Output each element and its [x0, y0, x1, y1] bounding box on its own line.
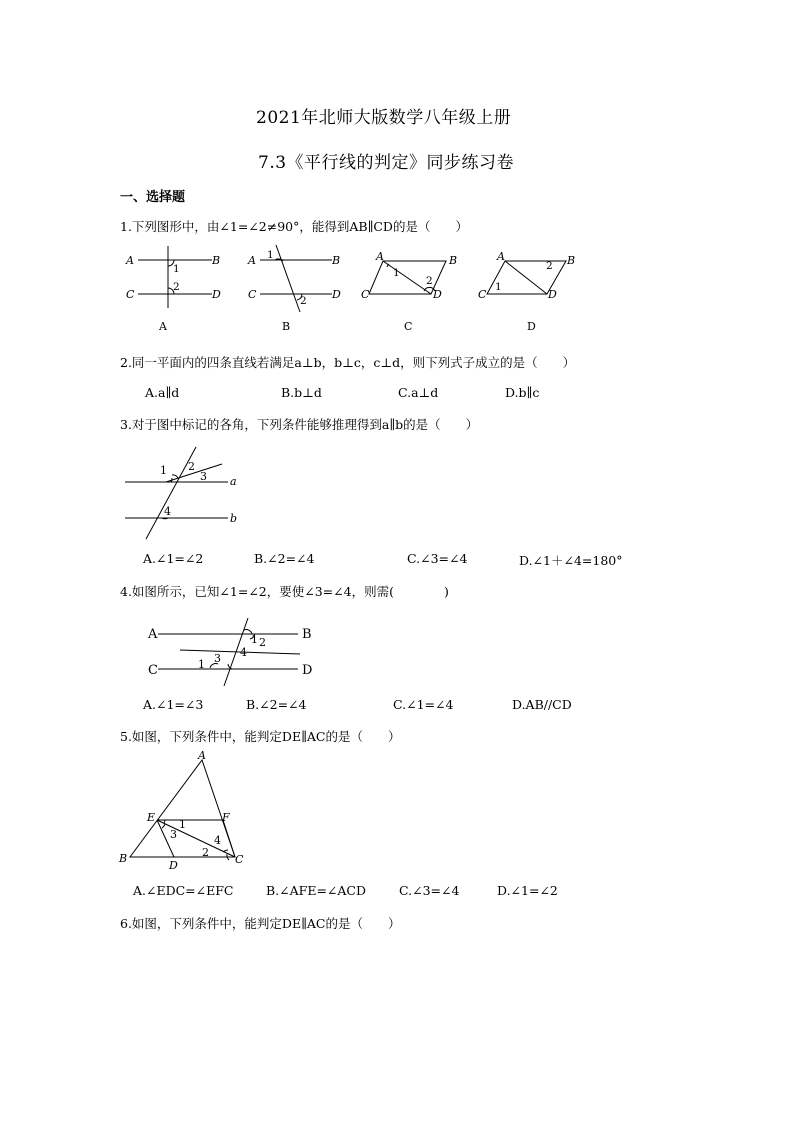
fig5-angle-3: 3	[170, 828, 177, 841]
fig-c-label-d: D	[433, 288, 442, 301]
question-2-option-b[interactable]: B.b⊥d	[281, 385, 322, 400]
question-4-option-a[interactable]: A.∠1=∠3	[143, 697, 204, 712]
fig4-angle-4: 4	[240, 646, 247, 659]
question-3-option-c[interactable]: C.∠3=∠4	[407, 551, 468, 566]
fig-d-angle-2: 2	[546, 260, 553, 272]
fig5-label-a: A	[198, 749, 206, 762]
fig3-angle-4: 4	[164, 505, 171, 518]
fig3-line-a: a	[230, 475, 237, 488]
fig-caption-c: C	[404, 320, 413, 333]
fig5-angle-2: 2	[202, 846, 209, 859]
fig4-label-a: A	[148, 627, 158, 642]
question-5-figure	[118, 750, 248, 870]
fig-caption-a: A	[159, 320, 167, 333]
section-heading: 一、选择题	[120, 190, 186, 205]
question-5-option-c[interactable]: C.∠3=∠4	[399, 883, 460, 898]
page-title: 2021年北师大版数学八年级上册	[256, 108, 512, 128]
fig5-angle-4: 4	[214, 834, 221, 847]
fig4-angle-2: 2	[259, 636, 266, 649]
question-2-text: 2.同一平面内的四条直线若满足a⊥b，b⊥c，c⊥d，则下列式子成立的是（ ）	[120, 355, 576, 370]
question-3-text: 3.对于图中标记的各角，下列条件能够推理得到a∥b的是（ ）	[120, 417, 479, 432]
fig4-label-d: D	[302, 663, 313, 678]
fig-b-label-d: D	[332, 288, 341, 301]
fig5-label-b: B	[119, 852, 128, 865]
fig3-line-b: b	[230, 512, 238, 525]
fig3-angle-1: 1	[160, 464, 167, 477]
question-2-option-d[interactable]: D.b∥c	[505, 385, 540, 400]
fig-b-label-b: B	[332, 254, 341, 267]
fig-a-angle-1: 1	[173, 263, 180, 275]
question-5-option-d[interactable]: D.∠1=∠2	[497, 883, 558, 898]
fig-c-angle-2: 2	[426, 275, 433, 287]
question-5-text: 5.如图，下列条件中，能判定DE∥AC的是（ ）	[120, 729, 401, 744]
fig5-angle-1: 1	[179, 818, 186, 831]
question-3-option-d[interactable]: D.∠1＋∠4=180°	[519, 553, 623, 568]
fig-c-angle-1: 1	[393, 267, 400, 279]
question-5-option-a[interactable]: A.∠EDC=∠EFC	[133, 883, 234, 898]
fig-a-label-b: B	[212, 254, 221, 267]
fig-b-angle-2: 2	[300, 295, 307, 307]
fig5-label-d: D	[169, 859, 178, 872]
question-4-option-c[interactable]: C.∠1=∠4	[393, 697, 454, 712]
question-4-figure	[140, 612, 330, 692]
fig-a-label-a: A	[126, 254, 134, 267]
fig3-angle-2: 2	[188, 460, 195, 473]
fig5-label-e: E	[147, 811, 156, 824]
fig-b-angle-1: 1	[267, 249, 274, 261]
question-4-text: 4.如图所示，已知∠1=∠2，要使∠3=∠4，则需( )	[120, 584, 449, 599]
fig-a-angle-2: 2	[173, 281, 180, 293]
fig-a-label-d: D	[212, 288, 221, 301]
fig-b-label-a: A	[248, 254, 256, 267]
fig4-label-c: C	[148, 663, 158, 678]
question-4-option-b[interactable]: B.∠2=∠4	[246, 697, 307, 712]
fig-c-label-a: A	[376, 250, 384, 263]
fig-caption-d: D	[527, 320, 536, 333]
question-4-option-d[interactable]: D.AB//CD	[512, 697, 572, 712]
fig4-angle-3: 3	[214, 652, 221, 665]
fig-d-angle-1: 1	[495, 281, 502, 293]
page-subtitle: 7.3《平行线的判定》同步练习卷	[258, 153, 515, 173]
fig5-label-c: C	[235, 853, 244, 866]
fig-d-label-d: D	[548, 288, 557, 301]
fig4-angle-1: 1	[198, 658, 205, 671]
question-1-text: 1.下列图形中，由∠1=∠2≠90°，能得到AB∥CD的是（ ）	[120, 219, 468, 234]
question-2-option-a[interactable]: A.a∥d	[145, 385, 180, 400]
fig3-angle-3: 3	[200, 470, 207, 483]
fig5-label-f: F	[222, 811, 230, 824]
question-3-option-a[interactable]: A.∠1=∠2	[143, 551, 204, 566]
question-5-option-b[interactable]: B.∠AFE=∠ACD	[266, 883, 367, 898]
question-1-figures	[120, 240, 580, 340]
question-3-option-b[interactable]: B.∠2=∠4	[254, 551, 315, 566]
fig-d-label-b: B	[567, 254, 576, 267]
question-6-text: 6.如图，下列条件中，能判定DE∥AC的是（ ）	[120, 916, 401, 931]
fig-c-label-c: C	[361, 288, 370, 301]
fig-a-label-c: C	[126, 288, 135, 301]
fig-c-label-b: B	[449, 254, 458, 267]
fig-caption-b: B	[282, 320, 291, 333]
fig-d-label-c: C	[478, 288, 487, 301]
fig-d-label-a: A	[497, 250, 505, 263]
fig-b-label-c: C	[248, 288, 257, 301]
question-3-figure	[120, 445, 250, 545]
fig4-angle-1-top: 1	[251, 633, 258, 646]
question-2-option-c[interactable]: C.a⊥d	[398, 385, 439, 400]
fig4-label-b: B	[302, 627, 312, 642]
